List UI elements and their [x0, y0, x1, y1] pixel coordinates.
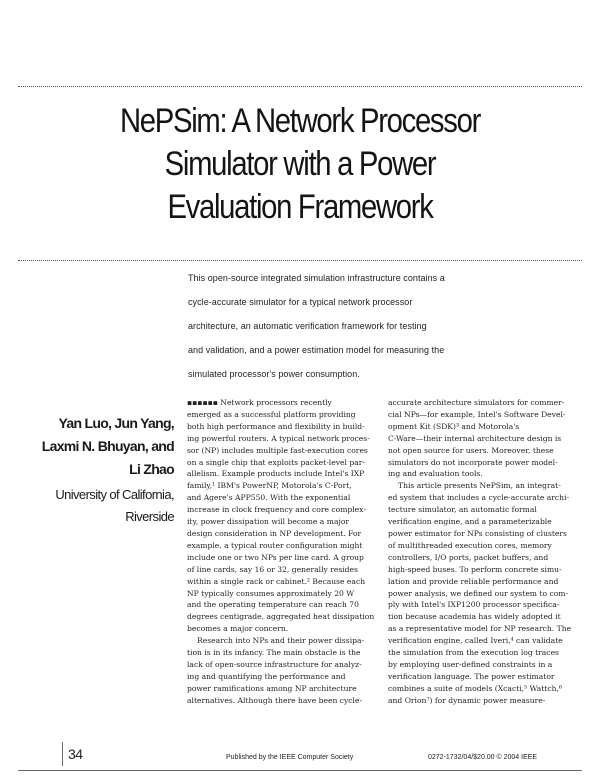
body-text-line: NP typically consumes approximately 20 W	[187, 588, 355, 598]
article-abstract	[188, 266, 584, 386]
body-text-line: within a single rack or cabinet.² Because each	[187, 576, 366, 586]
body-text-line: and the operating temperature can reach 70	[187, 600, 359, 610]
body-text-line: ing and quantifying the performance and	[187, 671, 346, 681]
abstract-line: cycle-accurate simulator for a typical network processor	[188, 297, 413, 307]
body-text-line: ing and evaluation tools.	[388, 469, 483, 479]
body-text-line: power analysis, we defined our system to com-	[388, 588, 569, 598]
publisher-line: Published by the IEEE Computer Society	[226, 754, 354, 761]
title-line-1: NePSim: A Network Processor	[119, 102, 481, 140]
body-text-line: cial NPs—for example, Intel's Software Devel-	[388, 409, 566, 419]
body-text-line: tion is in its infancy. The main obstacle is the	[187, 648, 361, 658]
middle-dotted-rule	[18, 260, 582, 261]
body-text-line: tion because academia has widely adopted it	[388, 612, 561, 622]
body-text-line: C-Ware—their internal architecture design is	[388, 433, 562, 443]
body-text-line: allelism. Example products include Intel's IXP	[187, 469, 365, 479]
body-text-line: power estimator for NPs consisting of clusters	[388, 528, 567, 538]
body-text-line: high-speed buses. To perform concrete simu-	[388, 564, 562, 574]
body-text-line: verification language. The power estimator	[388, 671, 555, 681]
body-text-line: design consideration in NP development. For	[187, 528, 362, 538]
author-line: Laxmi N. Bhuyan, and	[41, 438, 174, 454]
article-title	[42, 100, 558, 229]
abstract-line: and validation, and a power estimation model for measuring the	[188, 345, 445, 355]
body-text-line: ity, power dissipation will become a major	[187, 517, 350, 527]
affiliation-line: Riverside	[125, 509, 174, 524]
body-text-line: not open source for users. Moreover, these	[388, 445, 554, 455]
body-text-line: emerged as a successful platform providing	[187, 409, 356, 419]
body-text-line: ing powerful routers. A typical network proces-	[187, 433, 370, 443]
body-text-line: sor (NP) includes multiple fast-execution cores	[187, 445, 368, 455]
author-line: Li Zhao	[129, 461, 174, 477]
body-text-line: of multithreaded execution cores, memory	[388, 540, 552, 550]
body-text-line: family,¹ IBM's PowerNP, Motorola's C-Port,	[187, 481, 352, 491]
body-text-line: simulators do not incorporate power model-	[388, 457, 558, 467]
footer-page-divider	[62, 742, 63, 766]
bottom-rule	[18, 770, 582, 771]
body-column-1	[187, 397, 377, 707]
body-text-line: ▪▪▪▪▪▪ Network processors recently	[187, 398, 332, 407]
body-text-line: on a single chip that exploits packet-level par-	[187, 457, 365, 467]
body-text-line: increase in clock frequency and core complex-	[187, 505, 366, 515]
body-text-line: opment Kit (SDK)³ and Motorola's	[388, 421, 520, 431]
body-text-line: lation and provide reliable performance and	[388, 576, 559, 586]
title-line-2: Simulator with a Power	[164, 145, 436, 183]
affiliation-line: University of California,	[55, 487, 174, 502]
body-text-line: ed system that includes a cycle-accurate archi-	[388, 493, 570, 503]
body-text-line: tecture simulator, an automatic formal	[388, 505, 537, 515]
author-names	[24, 412, 174, 481]
body-text-line: accurate architecture simulators for commer-	[388, 398, 565, 407]
author-affiliation	[24, 484, 174, 528]
body-column-2	[388, 397, 578, 707]
abstract-line: This open-source integrated simulation infrastructure contains a	[188, 273, 445, 283]
body-text-line: combines a suite of models (Xcacti,⁵ Wattch,⁶	[388, 683, 562, 693]
body-text-line: include one or two NPs per line card. A group	[187, 552, 364, 562]
top-dotted-rule	[18, 86, 582, 87]
body-text-line: verification engine, called Iveri,⁴ can validate	[388, 636, 563, 646]
abstract-line: simulated processor's power consumption.	[188, 369, 360, 379]
author-line: Yan Luo, Jun Yang,	[58, 415, 174, 431]
body-text-line: and Agere's APP550. With the exponential	[187, 493, 351, 503]
abstract-line: architecture, an automatic verification framework for testing	[188, 321, 427, 331]
body-text-line: ply with Intel's IXP1200 processor specifica-	[388, 600, 560, 610]
body-text-line: verification engine, and a parameterizable	[388, 517, 552, 527]
body-text-line: as a representative model for NP research. The	[388, 624, 572, 634]
body-text-line: both high performance and flexibility in build-	[187, 421, 365, 431]
body-text-line: of line cards, say 16 or 32, generally resides	[187, 564, 358, 574]
body-text-line: This article presents NePSim, an integrat-	[398, 481, 561, 491]
body-text-line: lack of open-source infrastructure for analyz-	[187, 659, 362, 669]
author-block	[24, 412, 174, 528]
body-text-line: and Orion⁷) for dynamic power measure-	[388, 695, 546, 705]
body-text-line: by employing user-defined constraints in a	[388, 659, 553, 669]
title-line-3: Evaluation Framework	[167, 188, 433, 226]
body-text-line: example, a typical router configuration might	[187, 540, 363, 550]
body-text-line: degrees centigrade, aggregated heat dissipation	[187, 612, 375, 622]
page-number: 34	[68, 746, 83, 762]
body-text-line: power ramifications among NP architecture	[187, 683, 357, 693]
body-text-line: Research into NPs and their power dissipa-	[197, 636, 365, 646]
body-text-line: controllers, I/O ports, packet buffers, and	[388, 552, 549, 562]
body-text-line: becomes a major concern.	[187, 624, 289, 634]
body-text-line: alternatives. Although there have been cycle-	[187, 695, 363, 705]
body-text-line: the simulation from the execution log traces	[388, 648, 559, 658]
copyright-code: 0272-1732/04/$20.00 © 2004 IEEE	[428, 754, 538, 761]
